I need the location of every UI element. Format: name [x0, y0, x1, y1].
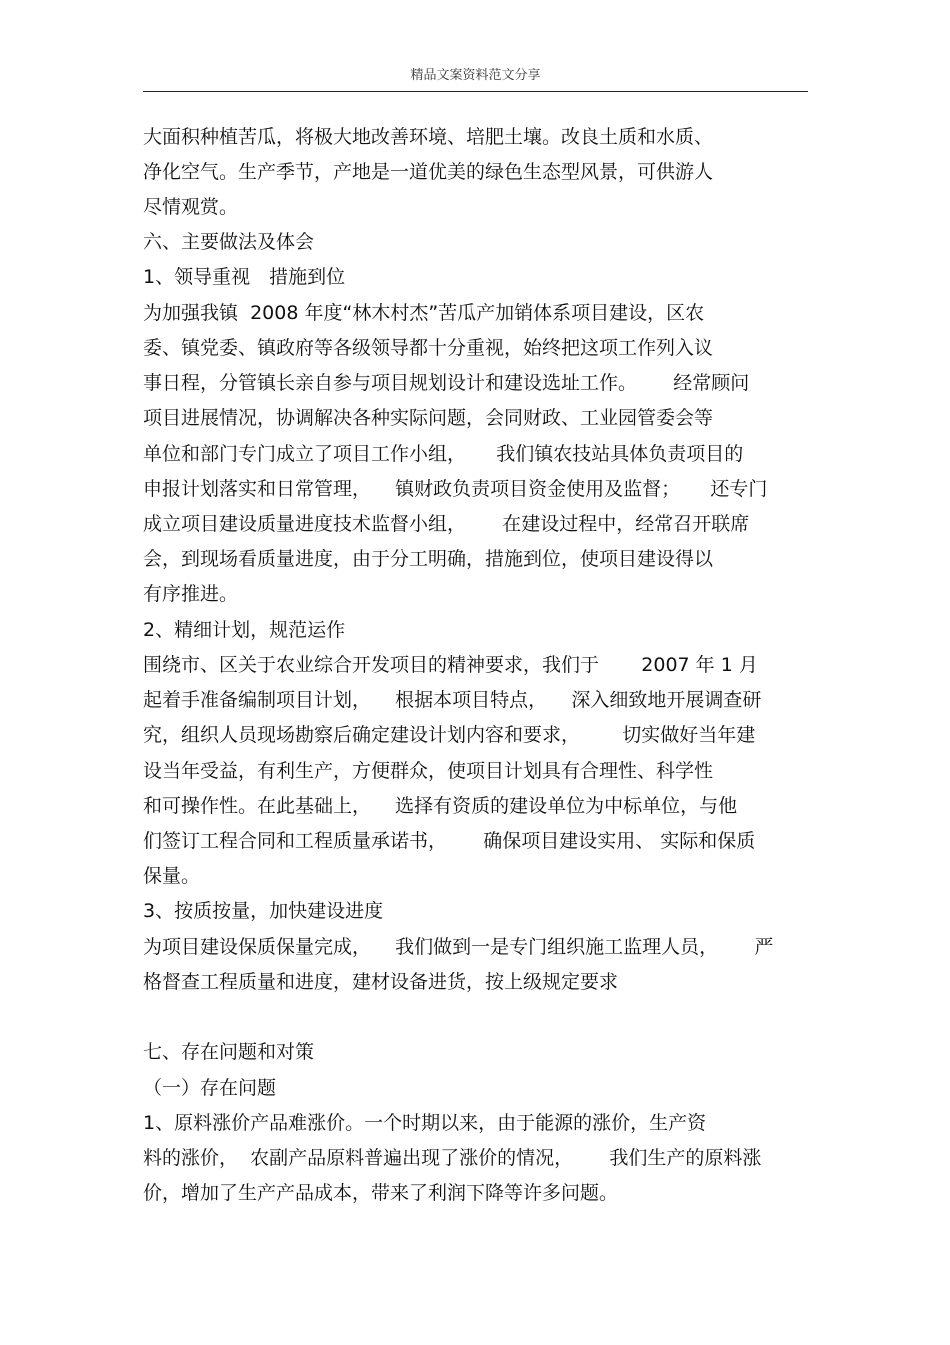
body-line: 为加强我镇 2008 年度“林木村杰”苦瓜产加销体系项目建设，区农: [143, 302, 705, 324]
body-line: 为项目建设保质保量完成， 我们做到一是专门组织施工监理人员， 严: [143, 936, 774, 958]
body-line: 和可操作性。在此基础上， 选择有资质的建设单位为中标单位，与他: [143, 795, 738, 817]
body-line: 价，增加了生产产品成本，带来了利润下降等许多问题。: [143, 1182, 619, 1204]
body-line: 们签订工程合同和工程质量承诺书， 确保项目建设实用、 实际和保质: [143, 830, 756, 852]
subsection-heading: 2、精细计划，规范运作: [143, 619, 346, 641]
body-line: 格督查工程质量和进度，建材设备进货，按上级规定要求: [143, 971, 619, 993]
body-line: 有序推进。: [143, 583, 239, 605]
body-line: 保量。: [143, 865, 201, 887]
body-line: 起着手准备编制项目计划， 根据本项目特点， 深入细致地开展调查研: [143, 689, 762, 711]
body-line: 料的涨价， 农副产品原料普遍出现了涨价的情况， 我们生产的原料涨: [143, 1147, 762, 1169]
body-line: 设当年受益，有利生产，方便群众，使项目计划具有合理性、科学性: [143, 760, 714, 782]
section-heading: 六、主要做法及体会: [143, 231, 315, 253]
body-line: 成立项目建设质量进度技术监督小组， 在建设过程中，经常召开联席: [143, 513, 750, 535]
body-line: 净化空气。生产季节，产地是一道优美的绿色生态型风景，可供游人: [143, 161, 714, 183]
body-line: 尽情观赏。: [143, 196, 239, 218]
page-header: 精品文案资料范文分享: [410, 68, 541, 83]
section-heading: 七、存在问题和对策: [143, 1041, 315, 1063]
body-line: 1、原料涨价产品难涨价。一个时期以来，由于能源的涨价，生产资: [143, 1112, 707, 1134]
body-line: 项目进展情况，协调解决各种实际问题，会同财政、工业园管委会等: [143, 407, 714, 429]
subsection-heading: （一）存在问题: [143, 1077, 277, 1099]
body-line: 事日程，分管镇长亲自参与项目规划设计和建设选址工作。 经常顾问: [143, 372, 750, 394]
body-line: 单位和部门专门成立了项目工作小组， 我们镇农技站具体负责项目的: [143, 443, 744, 465]
subsection-heading: 3、按质按量，加快建设进度: [143, 900, 384, 922]
body-line: 围绕市、区关于农业综合开发项目的精神要求，我们于 2007 年 1 月: [143, 654, 758, 676]
body-line: 委、镇党委、镇政府等各级领导都十分重视，始终把这项工作列入议: [143, 337, 714, 359]
header-divider: [143, 91, 808, 92]
body-line: 申报计划落实和日常管理， 镇财政负责项目资金使用及监督； 还专门: [143, 478, 768, 500]
body-line: 大面积种植苦瓜，将极大地改善环境、培肥土壤。改良土质和水质、: [143, 126, 714, 148]
body-line: 会，到现场看质量进度，由于分工明确，措施到位，使项目建设得以: [143, 548, 714, 570]
body-line: 究，组织人员现场勘察后确定建设计划内容和要求， 切实做好当年建: [143, 724, 756, 746]
subsection-heading: 1、领导重视 措施到位: [143, 266, 346, 288]
